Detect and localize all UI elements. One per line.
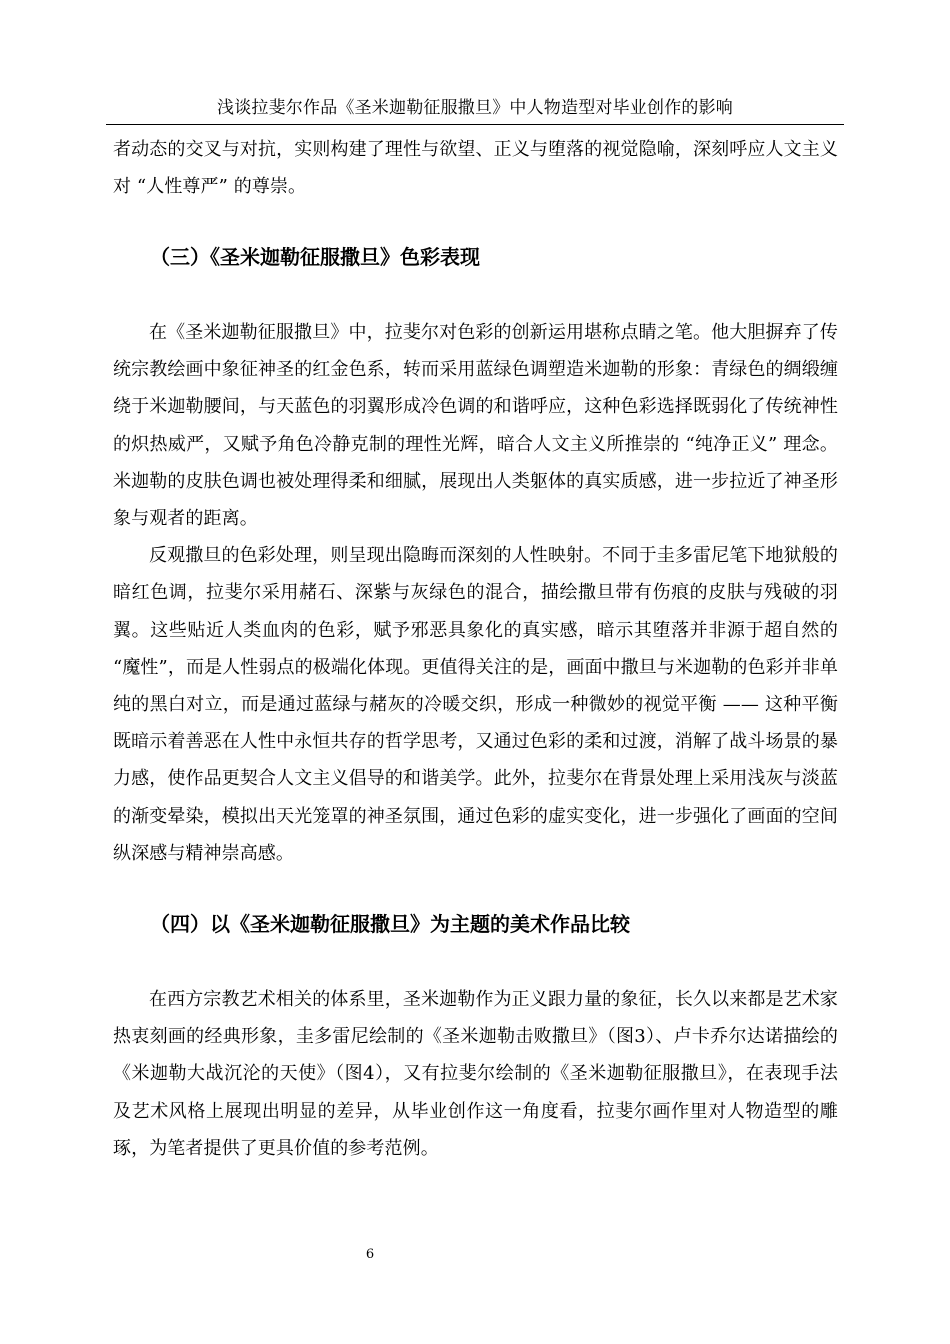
section-3-body [113, 314, 838, 872]
running-header: 浅谈拉斐尔作品《圣米迦勒征服撒旦》中人物造型对毕业创作的影响 [217, 98, 733, 118]
body-paragraph: 在西方宗教艺术相关的体系里，圣米迦勒作为正义跟力量的象征，长久以来都是艺术家热衷刻画的经典形象，圭多雷尼绘制的《圣米迦勒击败撒旦》（图3）、卢卡乔尔达诺描绘的《米迦勒大战沉沦的天使》（图4），又有拉斐尔绘制的《圣米迦勒征服撒旦》，在表现手法及艺术风格上展现出明显的差异，从毕业创作这一角度看，拉斐尔画作里对人物造型的雕琢，为笔者提供了更具价值的参考范例。 [113, 989, 838, 1159]
section-heading-3: （三）《圣米迦勒征服撒旦》色彩表现 [150, 245, 480, 269]
header-divider [106, 124, 844, 125]
continuation-paragraph: 者动态的交叉与对抗，实则构建了理性与欲望、正义与堕落的视觉隐喻，深刻呼应人文主义对 “人性尊严” 的尊崇。 [113, 139, 838, 198]
section-heading-4: （四）以《圣米迦勒征服撒旦》为主题的美术作品比较 [150, 912, 630, 936]
continuation-block [113, 131, 838, 205]
body-paragraph: 反观撒旦的色彩处理，则呈现出隐晦而深刻的人性映射。不同于圭多雷尼笔下地狱般的暗红色调，拉斐尔采用赭石、深紫与灰绿色的混合，描绘撒旦带有伤痕的皮肤与残破的羽翼。这些贴近人类血肉的色彩，赋予邪恶具象化的真实感，暗示其堕落并非源于超自然的 “魔性”，而是人性弱点的极端化体现。更值得关注的是，画面中撒旦与米迦勒的色彩并非单纯的黑白对立，而是通过蓝绿与赭灰的冷暖交织，形成一种微妙的视觉平衡 —— 这种平衡既暗示着善恶在人性中永恒共存的哲学思考，又通过色彩的柔和过渡，消解了战斗场景的暴力感，使作品更契合人文主义倡导的和谐美学。此外，拉斐尔在背景处理上采用浅灰与淡蓝的渐变晕染，模拟出天光笼罩的神圣氛围，通过色彩的虚实变化，进一步强化了画面的空间纵深感与精神崇高感。 [113, 545, 838, 864]
page-number: 6 [365, 1247, 375, 1262]
body-paragraph: 在《圣米迦勒征服撒旦》中，拉斐尔对色彩的创新运用堪称点睛之笔。他大胆摒弃了传统宗教绘画中象征神圣的红金色系，转而采用蓝绿色调塑造米迦勒的形象：青绿色的绸缎缠绕于米迦勒腰间，与天蓝色的羽翼形成冷色调的和谐呼应，这种色彩选择既弱化了传统神性的炽热威严，又赋予角色冷静克制的理性光辉，暗合人文主义所推崇的 “纯净正义” 理念。米迦勒的皮肤色调也被处理得柔和细腻，展现出人类躯体的真实质感，进一步拉近了神圣形象与观者的距离。 [113, 322, 838, 530]
section-4-body [113, 981, 838, 1167]
